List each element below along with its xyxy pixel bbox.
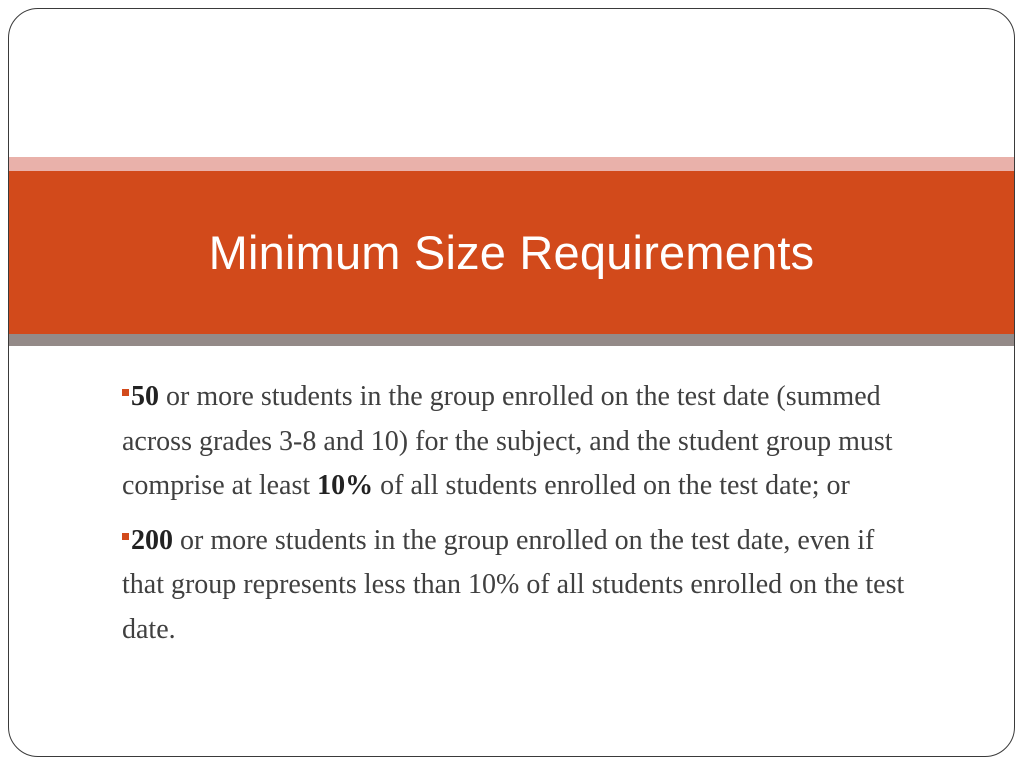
bullet-text: or more students in the group enrolled on the test date (summed across grades 3-8 and 10) for the subject, and the student group must comprise at least — [122, 381, 893, 501]
bullet-text: or more students in the group enrolled on the test date, even if that group represents less than 10% of all students enrolled on the test date. — [122, 524, 905, 645]
bullet-bold-number: 50 — [131, 381, 159, 412]
title-accent-bar-top — [9, 157, 1014, 171]
bullet-bold-percent: 10% — [317, 470, 374, 501]
slide-frame — [8, 8, 1015, 757]
bullet-item — [122, 375, 922, 509]
title-accent-bar-bottom — [9, 334, 1014, 346]
square-bullet-icon — [122, 389, 129, 396]
square-bullet-icon — [122, 533, 129, 540]
slide-title: Minimum Size Requirements — [208, 226, 815, 279]
title-band — [9, 171, 1014, 334]
bullet-item — [122, 519, 922, 653]
slide-content — [122, 375, 922, 662]
bullet-bold-number: 200 — [131, 524, 173, 556]
bullet-text: of all students enrolled on the test date; or — [373, 470, 850, 501]
